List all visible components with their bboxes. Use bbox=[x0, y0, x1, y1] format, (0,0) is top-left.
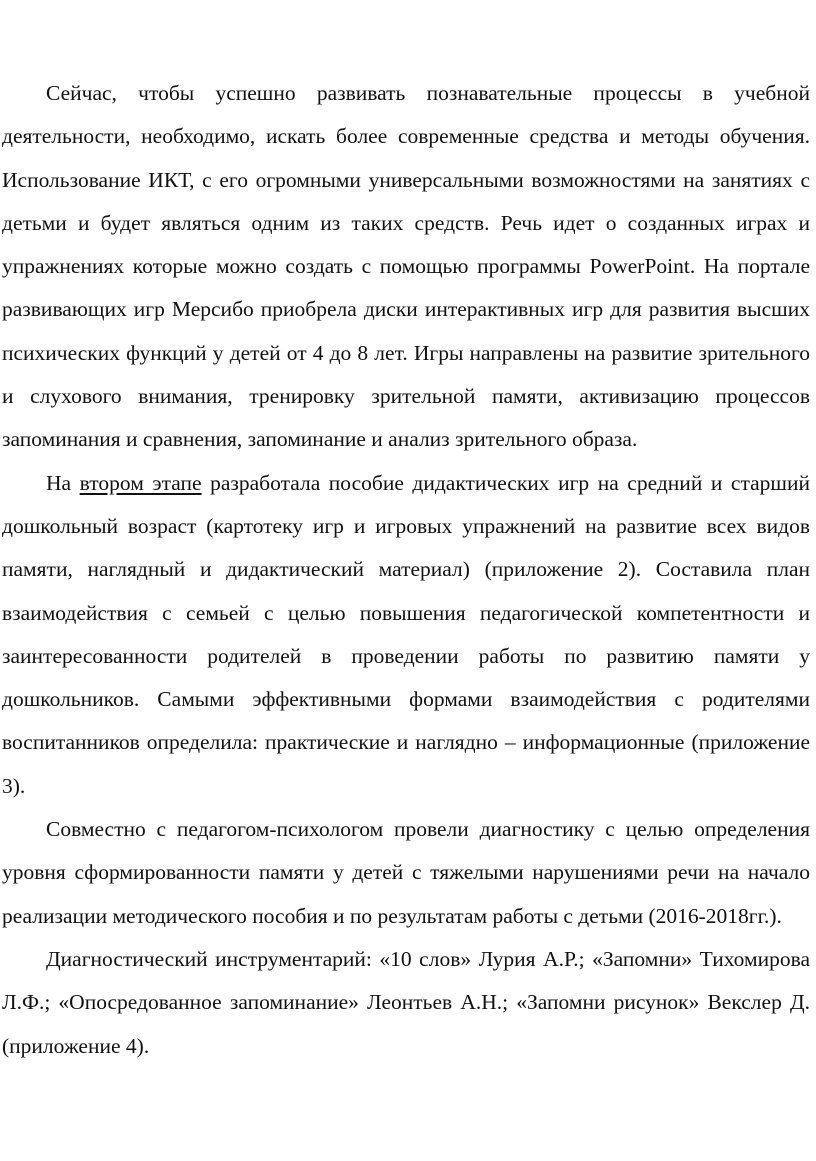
paragraph-second-stage-prefix: На bbox=[46, 470, 80, 495]
paragraph-second-stage bbox=[2, 462, 810, 808]
document-page bbox=[0, 72, 816, 1068]
paragraph-second-stage-rest: разработала пособие дидактических игр на средний и старший дошкольный возраст (картотеку игр и игровых упражнений на развитие всех видов памяти, наглядный и дидактический материал) (приложение 2). Составила план взаимодействия с семьей с целью повышения педагогической компетентности и заинтересованности родителей в проведении работы по развитию памяти у дошкольников. Самыми эффективными формами взаимодействия с родителями воспитанников определила: практические и наглядно – информационные (приложение 3). bbox=[2, 470, 810, 798]
underlined-phrase: втором этапе bbox=[79, 470, 202, 495]
paragraph-tools: Диагностический инструментарий: «10 слов» Лурия А.Р.; «Запомни» Тихомирова Л.Ф.; «Опосредованное запоминание» Леонтьев А.Н.; «Запомни рисунок» Векслер Д. (приложение 4). bbox=[2, 946, 810, 1058]
paragraph-diagnostics: Совместно с педагогом-психологом провели диагностику с целью определения уровня сформированности памяти у детей с тяжелыми нарушениями речи на начало реализации методического пособия и по результатам работы с детьми (2016-2018гг.). bbox=[2, 817, 810, 928]
paragraph-ict: Сейчас, чтобы успешно развивать познавательные процессы в учебной деятельности, необходимо, искать более современные средства и методы обучения. Использование ИКТ, с его огромными универсальными возможностями на занятиях с детьми и будет являться одним из таких средств. Речь идет о созданных играх и упражнениях которые можно создать с помощью программы PowerPoint. На портале развивающих игр Мерсибо приобрела диски интерактивных игр для развития высших психических функций у детей от 4 до 8 лет. Игры направлены на развитие зрительного и слухового внимания, тренировку зрительной памяти, активизацию процессов запоминания и сравнения, запоминание и анализ зрительного образа. bbox=[2, 81, 810, 452]
